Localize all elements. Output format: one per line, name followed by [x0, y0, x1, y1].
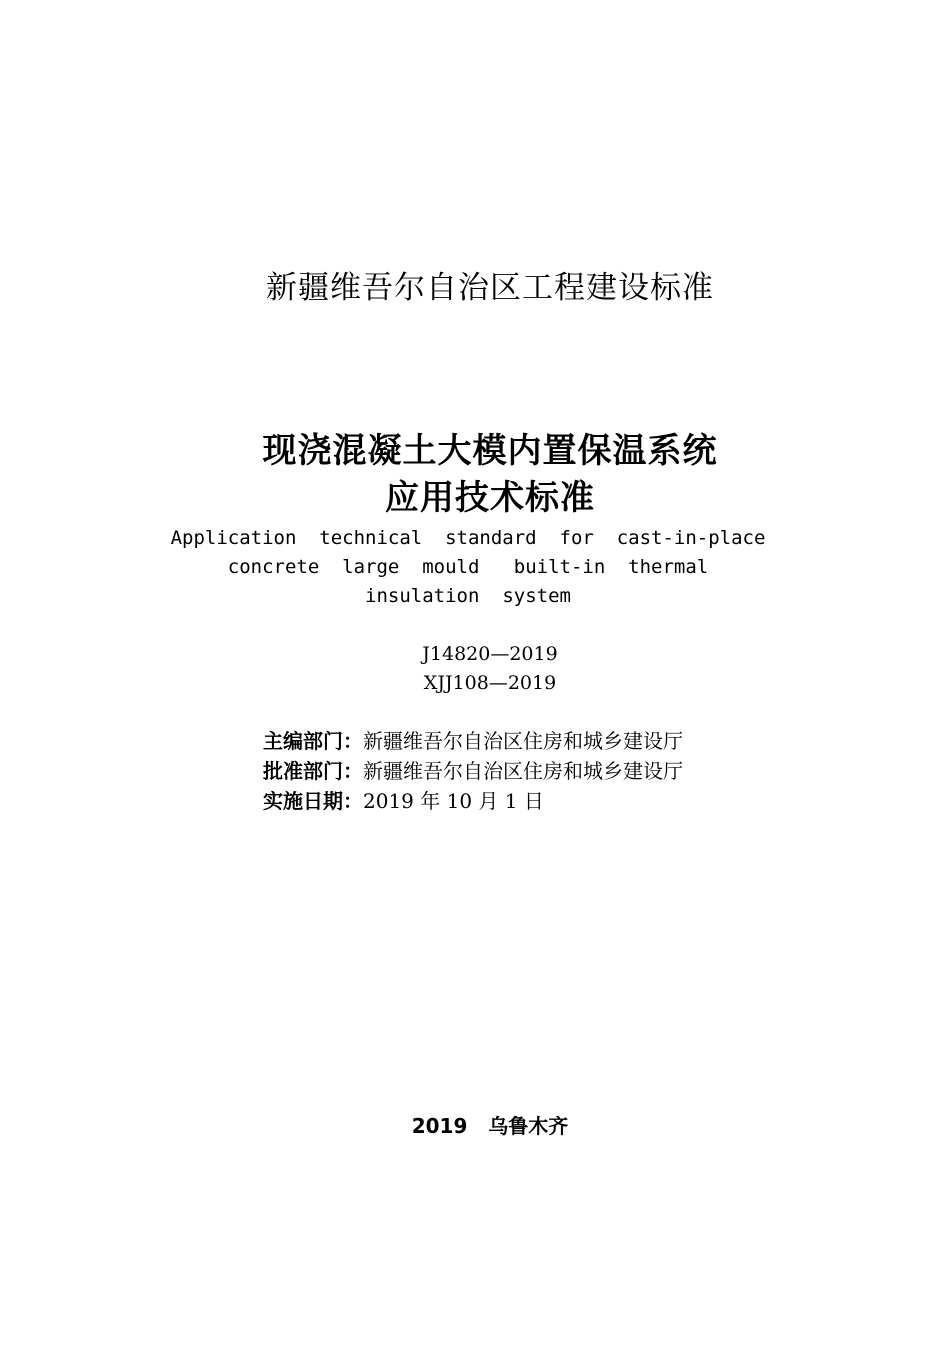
standard-number: XJJ108—2019: [423, 672, 557, 694]
english-title: [0, 524, 936, 611]
chinese-title-line-2: 应用技术标准: [385, 478, 595, 518]
chinese-title: [0, 428, 950, 522]
footer-year: 2019: [411, 1114, 468, 1138]
record-number: J14820—2019: [422, 643, 558, 665]
publication-info: [263, 726, 683, 816]
approver-label: 批准部门：: [263, 759, 363, 783]
effective-date-value: 2019 年 10 月 1 日: [363, 789, 544, 813]
english-title-line-2: concrete large mould built-in thermal: [227, 556, 709, 578]
publication-place-year: [0, 1110, 950, 1139]
english-title-line-3: insulation system: [365, 585, 571, 607]
editor-row: [263, 726, 683, 756]
approver-value: 新疆维吾尔自治区住房和城乡建设厅: [363, 759, 683, 783]
footer-city: 乌鲁木齐: [488, 1114, 569, 1138]
effective-date-row: [263, 786, 683, 816]
approver-row: [263, 756, 683, 786]
editor-label: 主编部门：: [263, 729, 363, 753]
chinese-title-line-1: 现浇混凝土大模内置保温系统: [262, 431, 718, 471]
issuer-heading: 新疆维吾尔自治区工程建设标准: [266, 270, 714, 306]
english-title-line-1: Application technical standard for cast-in-place: [170, 527, 766, 549]
effective-date-label: 实施日期：: [263, 789, 363, 813]
standard-codes: [0, 640, 950, 698]
editor-value: 新疆维吾尔自治区住房和城乡建设厅: [363, 729, 683, 753]
